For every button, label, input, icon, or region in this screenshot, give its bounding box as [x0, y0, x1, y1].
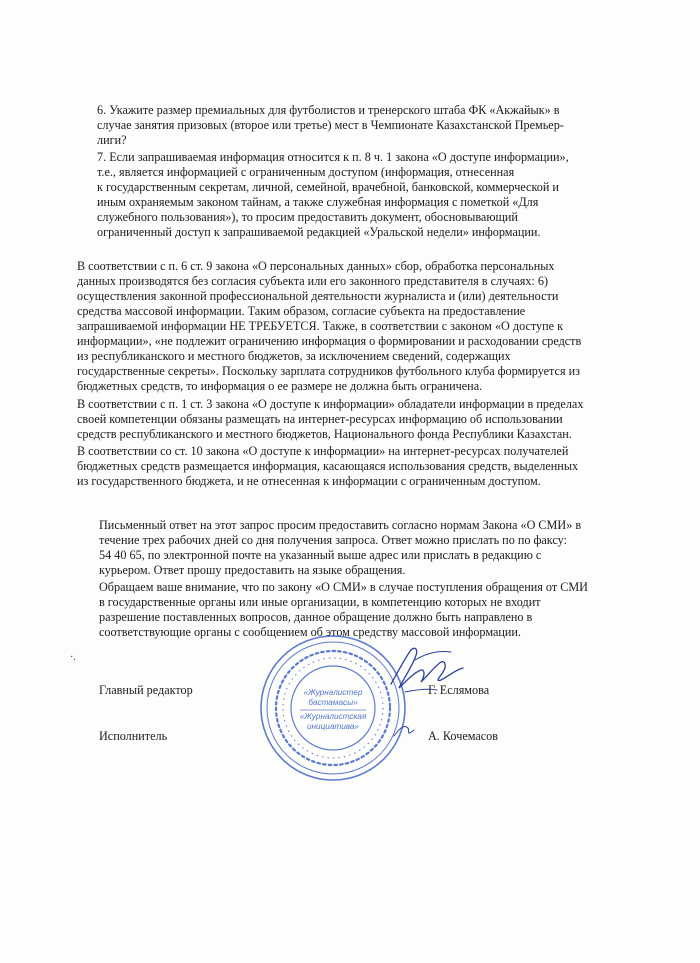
editor-label: Главный редактор: [99, 683, 193, 697]
editor-signature: [385, 640, 470, 700]
text-line: т.е., является информацией с ограниченным доступом (информация, отнесенная: [97, 165, 515, 179]
text-line: иным охраняемым законом тайнам, а также служебная информация с пометкой «Для: [97, 195, 539, 209]
text-line: 6. Укажите размер премиальных для футболистов и тренерского штаба ФК «Акжайык» в: [97, 103, 560, 117]
executor-name: А. Кочемасов: [428, 729, 499, 743]
text-line: данных производятся без согласия субъекта или его законного представителя в случаях: 6): [77, 274, 549, 288]
stamp-text-4: инициатива»: [307, 722, 359, 731]
text-line: В соответствии с п. 1 ст. 3 закона «О доступе к информации» обладатели информации в пределах: [77, 397, 584, 411]
text-line: запрашиваемой информации НЕ ТРЕБУЕТСЯ. Также, в соответствии с законом «О доступе к: [77, 319, 564, 333]
text-line: В соответствии со ст. 10 закона «О доступе к информации» на интернет-ресурсах получателей: [77, 444, 569, 458]
text-line: из государственного бюджета, и не отнесенная к информации с ограниченным доступом.: [77, 474, 541, 488]
text-line: Письменный ответ на этот запрос просим предоставить согласно нормам Закона «О СМИ» в: [99, 518, 582, 532]
stamp-text-2: бастамасы»: [308, 698, 358, 707]
stamp-text-1: «Журналистер: [303, 688, 363, 697]
text-line: в государственные органы или иные организации, в компетенцию которых не входит: [99, 595, 541, 609]
text-line: средств республиканского и местного бюджетов, Национального фонда Республики Казахстан.: [77, 427, 572, 441]
text-line: из республиканского и местного бюджетов, за исключением сведений, содержащих: [77, 349, 511, 363]
scan-mark: ·.: [70, 652, 76, 663]
text-line: средства массовой информации. Таким образом, согласие субъекта на предоставление: [77, 304, 526, 318]
text-line: Обращаем ваше внимание, что по закону «О СМИ» в случае поступления обращения от СМИ: [99, 580, 588, 594]
text-line: бюджетных средств, то информация о ее размере не должна быть ограничена.: [77, 379, 483, 393]
text-line: соответствующие органы с сообщением об этом средству массовой информации.: [99, 625, 521, 639]
text-line: 54 40 65, по электронной почте на указанный выше адрес или прислать в редакцию с: [99, 548, 542, 562]
text-line: случае занятия призовых (второе или третье) мест в Чемпионате Казахстанской Премьер-: [97, 118, 564, 132]
text-line: В соответствии с п. 6 ст. 9 закона «О персональных данных» сбор, обработка персональных: [77, 259, 555, 273]
stamp-text-3: «Журналистская: [299, 712, 367, 721]
text-line: бюджетных средств размещается информация, касающаяся использования средств, выделенных: [77, 459, 579, 473]
text-line: курьером. Ответ прошу предоставить на языке обращения.: [99, 563, 406, 577]
executor-signature: [390, 718, 420, 742]
text-line: осуществления законной профессиональной деятельности журналиста и (или) деятельности: [77, 289, 559, 303]
text-line: 7. Если запрашиваемая информация относится к п. 8 ч. 1 закона «О доступе информации»,: [97, 150, 569, 164]
text-line: своей компетенции обязаны размещать на интернет-ресурсах информацию об использовании: [77, 412, 563, 426]
text-line: информации», «не подлежит ограничению информация о формировании и расходовании средств: [77, 334, 582, 348]
text-line: лиги?: [97, 133, 127, 147]
executor-label: Исполнитель: [99, 729, 168, 743]
text-line: служебного пользования»), то просим предоставить документ, обосновывающий: [97, 210, 518, 224]
text-line: государственные секреты». Поскольку зарплата сотрудников футбольного клуба формируется из: [77, 364, 580, 378]
editor-name: Г. Еслямова: [428, 683, 490, 697]
text-line: ограниченный доступ к запрашиваемой редакцией «Уральской недели» информации.: [97, 225, 541, 239]
text-line: разрешение поставленных вопросов, данное обращение должно быть направлено в: [99, 610, 533, 624]
text-line: к государственным секретам, личной, семейной, врачебной, банковской, коммерческой и: [97, 180, 559, 194]
text-line: течение трех рабочих дней со дня получения запроса. Ответ можно прислать по по факсу:: [99, 533, 567, 547]
